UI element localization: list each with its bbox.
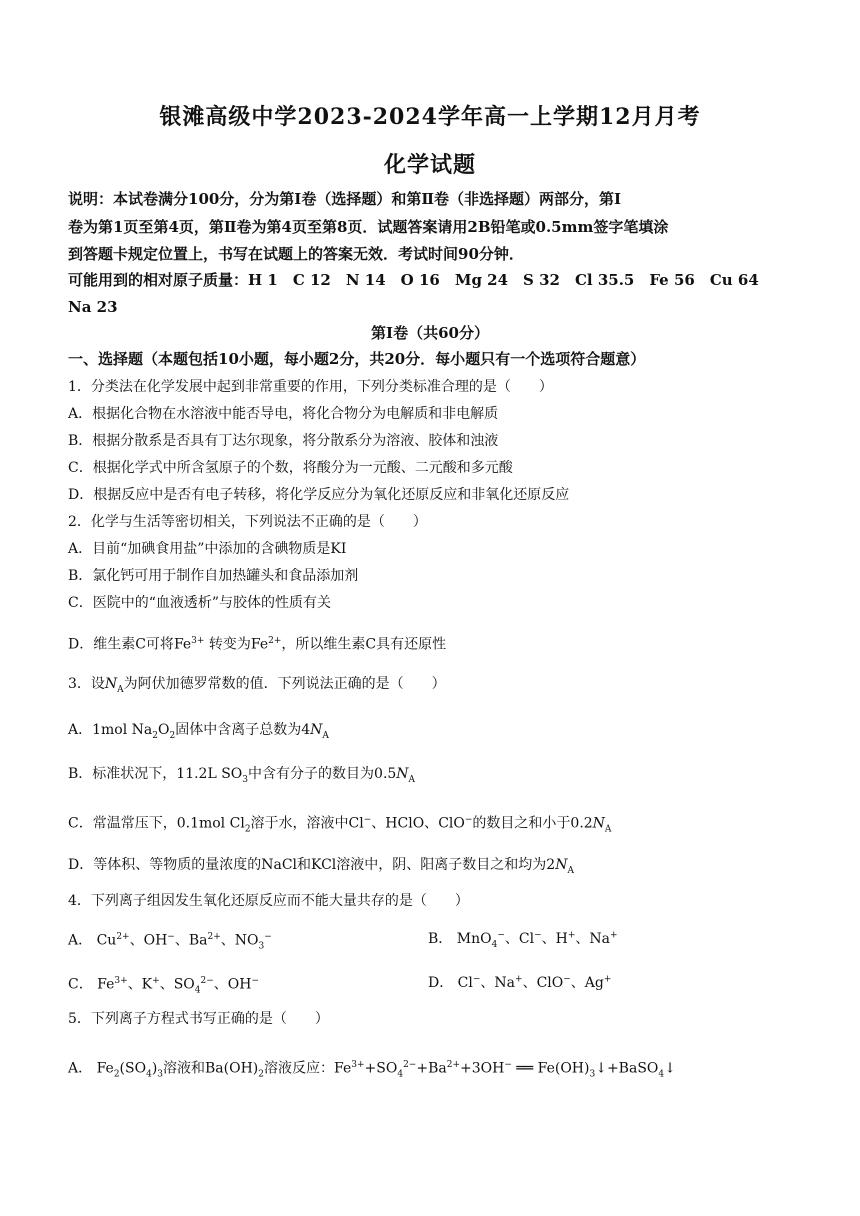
q3c-mid2: 、HClO、 (371, 815, 439, 832)
question-3-option-d: D．等体积、等物质的量浓度的NaCl和KCl溶液中，阴、阳离子数目之和均为$2N_A$ (68, 857, 574, 876)
question-2-option-b: B．氯化钙可用于制作自加热罐头和食品添加剂 (68, 568, 359, 584)
q4b-label: B． (428, 931, 453, 947)
q5a-mid2: 溶液反应： (264, 1060, 334, 1077)
question-2-stem: 2．化学与生活等密切相关，下列说法不正确的是（ ） (68, 514, 427, 530)
question-3-option-a: A．1mol $Na_2O_2$固体中含离子总数为$4N_A$ (68, 722, 329, 741)
q2d-pre: D．维生素C可将 (68, 636, 174, 653)
question-1-option-c: C．根据化学式中所含氢原子的个数，将酸分为一元酸、二元酸和多元酸 (68, 460, 513, 476)
instructions-line-2: 卷为第1页至第4页，第Ⅱ卷为第4页至第8页．试题答案请用2B铅笔或0.5mm签字笔填涂 (68, 218, 669, 236)
instructions-line-1: 说明：本试卷满分100分，分为第Ⅰ卷（选择题）和第Ⅱ卷（非选择题）两部分，第Ⅰ (68, 190, 621, 208)
question-3-option-c: C．常温常压下，0.1mol $Cl_2$溶于水，溶液中Cl−、HClO、ClO−的数目之和小于$0.2N_A$ (68, 815, 612, 835)
q4a-label: A． (68, 932, 93, 949)
q3b-pre: B．标准状况下，11.2L (68, 766, 217, 782)
section-heading: 一、选择题（本题包括10小题，每小题2分，共20分．每小题只有一个选项符合题意） (68, 350, 646, 368)
instructions-line-3: 到答题卡规定位置上，书写在试题上的答案无效．考试时间90分钟． (68, 245, 524, 263)
q3c-post: 的数目之和小于 (472, 815, 571, 832)
q3d-pre: D．等体积、等物质的量浓度的NaCl和KCl溶液中，阴、阳离子数目之和均为 (68, 857, 547, 873)
q3b-post: 中含有分子的数目为 (248, 766, 375, 782)
question-4-option-b: B． MnO$_4$−、Cl−、H+、Na+ (428, 930, 618, 950)
atomic-masses-line-2: Na 23 (68, 298, 118, 316)
q3-stem-post: 为阿伏加德罗常数的值．下列说法正确的是（ ） (123, 676, 446, 692)
question-5-stem: 5．下列离子方程式书写正确的是（ ） (68, 1011, 329, 1027)
question-5-option-a: A． $Fe_2(SO_4)_3$溶液和$Ba(OH)_2$溶液反应：$Fe^{3+}+SO_4^{2-}+Ba^{2+}+3OH^-$ ══ $Fe(OH)_3↓+BaSO_4↓$ (68, 1060, 676, 1080)
question-4-option-d: D． Cl−、Na+、ClO−、Ag+ (428, 974, 612, 991)
question-1-option-a: A．根据化合物在水溶液中能否导电，将化合物分为电解质和非电解质 (68, 406, 499, 422)
exam-subtitle: 化学试题 (383, 152, 476, 178)
question-4-option-a: A． $Cu^{2+}$、OH−、$Ba^{2+}$、$NO_3^-$ (68, 932, 272, 952)
q3c-pre: C．常温常压下，0.1mol (68, 815, 226, 832)
q3-stem-pre: 3．设 (68, 676, 105, 692)
q4d-label: D． (428, 975, 454, 991)
q4c-label: C． (68, 976, 93, 993)
question-1-stem: 1．分类法在化学发展中起到非常重要的作用，下列分类标准合理的是（ ） (68, 379, 553, 395)
question-2-option-d: D．维生素C可将$Fe^{3+}$ 转变为$Fe^{2+}$，所以维生素C具有还原性 (68, 636, 447, 653)
q2d-mid: 转变为 (208, 636, 251, 653)
question-2-option-c: C．医院中的“血液透析”与胶体的性质有关 (68, 595, 332, 611)
question-1-option-d: D．根据反应中是否有电子转移，将化学反应分为氧化还原反应和非氧化还原反应 (68, 487, 570, 503)
question-4-option-c: C． $Fe^{3+}$、K+、$SO_4^{2-}$、OH− (68, 976, 260, 996)
part-title: 第Ⅰ卷（共60分） (371, 324, 489, 342)
q3a-post: 固体中含离子总数为 (175, 722, 302, 738)
q5a-mid1: 溶液和 (163, 1060, 206, 1077)
atomic-masses-line-1: 可能用到的相对原子质量：H 1 C 12 N 14 O 16 Mg 24 S 32 Cl 35.5 Fe 56 Cu 64 (68, 271, 759, 289)
exam-title: 银滩高级中学2023-2024学年高一上学期12月月考 (159, 104, 701, 130)
question-1-option-b: B．根据分散系是否具有丁达尔现象，将分散系分为溶液、胶体和浊液 (68, 433, 499, 449)
q3a-pre: A．1mol (68, 722, 128, 738)
question-3-option-b: B．标准状况下，11.2L $SO_3$中含有分子的数目为$0.5N_A$ (68, 766, 416, 785)
question-4-stem: 4．下列离子组因发生氧化还原反应而不能大量共存的是（ ） (68, 893, 469, 909)
question-2-option-a: A．目前“加碘食用盐”中添加的含碘物质是KI (68, 541, 347, 557)
q2d-post: ，所以维生素C具有还原性 (281, 636, 447, 653)
question-3-stem: 3．设$N_A$为阿伏加德罗常数的值．下列说法正确的是（ ） (68, 676, 446, 695)
q3c-mid: 溶于水，溶液中 (250, 815, 349, 832)
q5a-pre: A． (68, 1060, 93, 1077)
